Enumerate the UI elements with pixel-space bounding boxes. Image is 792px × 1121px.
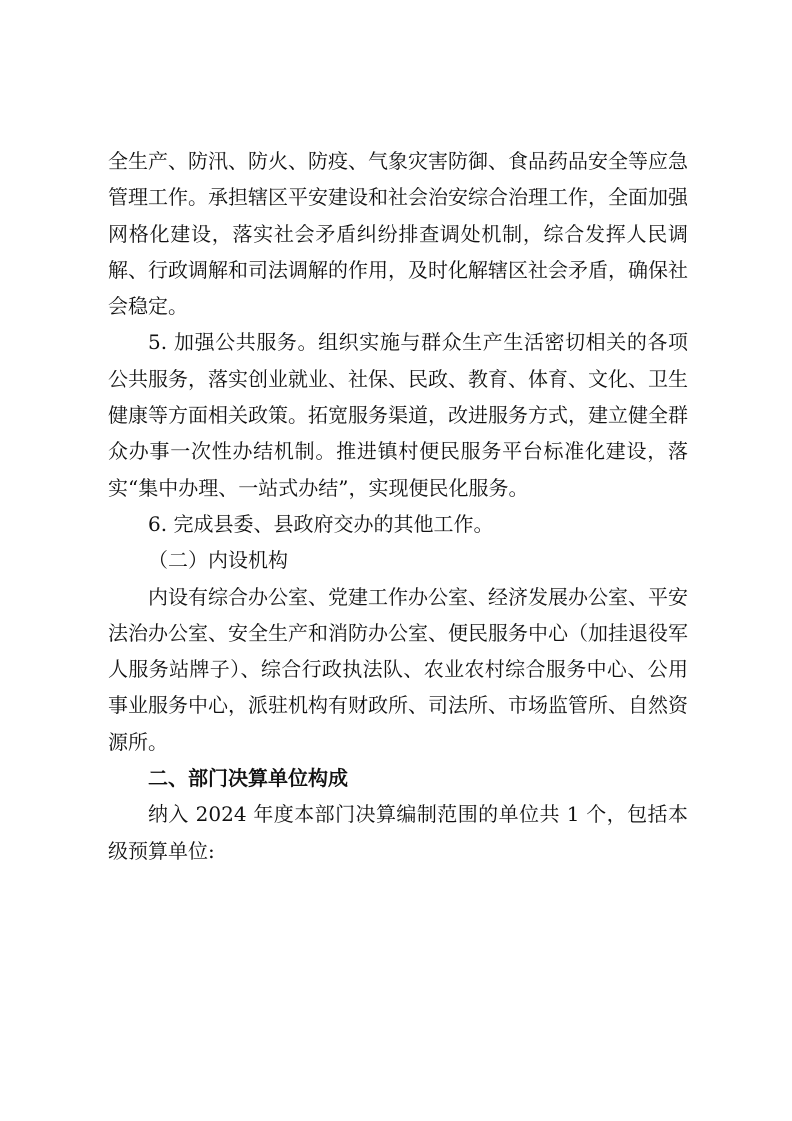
paragraph-other-work: 6. 完成县委、县政府交办的其他工作。 — [148, 511, 494, 536]
paragraph-public-service: 5. 加强公共服务。组织实施与群众生产生活密切相关的各项公共服务，落实创业就业、社保、民政、教育、体育、文化、卫生健康等方面相关政策。拓宽服务渠道，改进服务方式，建立健全群众办事一次性办结机制。推进镇村便民服务平台标准化建设，落实“集中办理、一站式办结”，实现便民化服务。 — [108, 330, 688, 500]
paragraph-internal-departments: 内设有综合办公室、党建工作办公室、经济发展办公室、平安法治办公室、安全生产和消防办公室、便民服务中心（加挂退役军人服务站牌子）、综合行政执法队、农业农村综合服务中心、公用事业服务中心，派驻机构有财政所、司法所、市场监管所、自然资源所。 — [108, 584, 688, 754]
paragraph-emergency-management: 全生产、防汛、防火、防疫、气象灾害防御、食品药品安全等应急管理工作。承担辖区平安建设和社会治安综合治理工作，全面加强网格化建设，落实社会矛盾纠纷排查调处机制，综合发挥人民调解、行政调解和司法调解的作用，及时化解辖区社会矛盾，确保社会稳定。 — [108, 149, 688, 319]
subheading-internal-departments: （二）内设机构 — [148, 548, 288, 573]
section-heading-unit-composition: 二、部门决算单位构成 — [148, 766, 348, 791]
paragraph-unit-scope: 纳入 2024 年度本部门决算编制范围的单位共 1 个，包括本级预算单位: — [108, 802, 688, 863]
document-body — [108, 143, 688, 869]
